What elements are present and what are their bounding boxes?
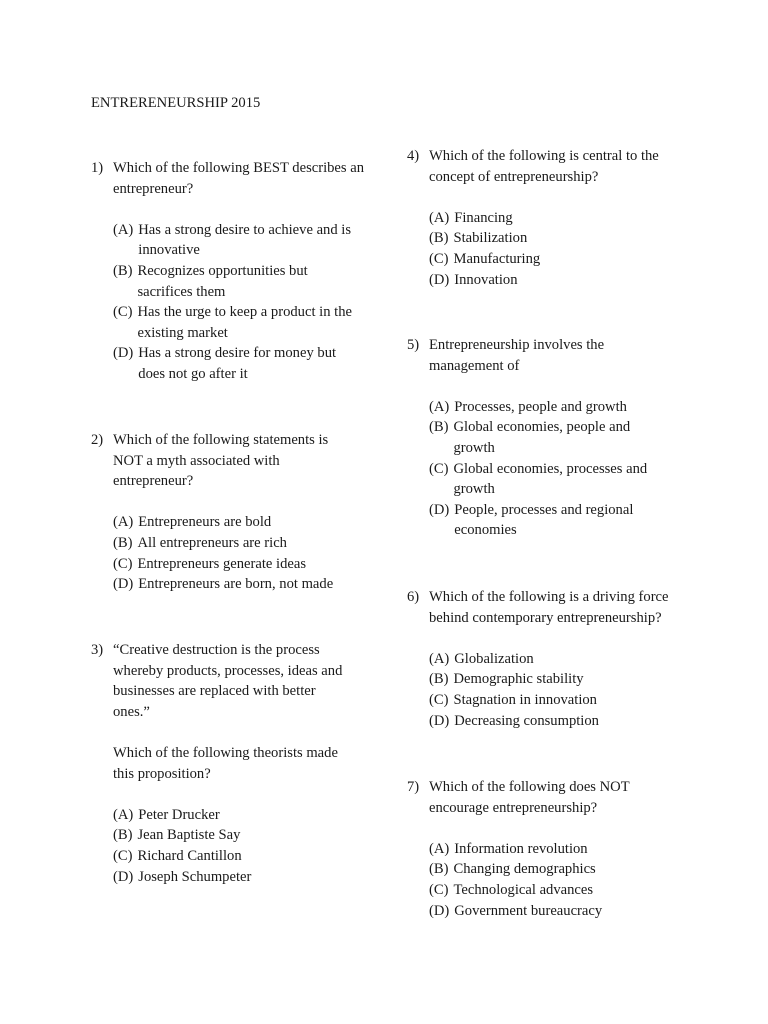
option-list (113, 220, 366, 385)
option-d[interactable] (429, 270, 677, 291)
question-stem: Which of the following theorists made this proposition? (113, 744, 338, 782)
question-stem: Which of the following is a driving force behind contemporary entrepreneurship? (429, 589, 669, 626)
option-text: People, processes and regional economies (454, 501, 634, 539)
option-text: Global economies, people and growth (453, 419, 631, 456)
option-text: Manufacturing (453, 250, 541, 267)
option-d[interactable] (113, 343, 366, 384)
option-text: Entrepreneurs are bold (138, 514, 272, 531)
question-number: 5) (407, 337, 420, 353)
option-d[interactable] (429, 711, 677, 732)
option-text: Stagnation in innovation (453, 691, 597, 708)
question-stem: Which of the following does NOT encourage entrepreneurship? (429, 779, 630, 816)
question-stem: Which of the following statements is NOT a myth associated with entrepreneur? (113, 432, 329, 490)
option-letter: (A) (429, 209, 450, 226)
option-letter: (D) (429, 501, 450, 518)
question-text (113, 640, 366, 784)
option-letter: (A) (429, 840, 450, 857)
option-text: Joseph Schumpeter (138, 868, 252, 885)
question-number: 6) (407, 589, 420, 605)
option-text: Has a strong desire for money but does not go after it (138, 345, 337, 382)
question-1 (91, 158, 366, 385)
option-b[interactable] (113, 825, 366, 846)
option-b[interactable] (429, 228, 677, 249)
option-text: Stabilization (453, 230, 528, 247)
option-letter: (A) (113, 806, 134, 823)
option-letter-selected: (A) (429, 649, 454, 670)
option-list (113, 805, 366, 887)
option-a[interactable] (429, 397, 649, 418)
option-a[interactable] (113, 512, 366, 533)
option-text: All entrepreneurs are rich (137, 534, 287, 551)
option-letter-selected: (A) (429, 397, 454, 418)
option-letter: (C) (429, 250, 449, 267)
option-text: Information revolution (454, 840, 588, 857)
option-text: Global economies, processes and growth (453, 460, 648, 498)
option-c[interactable] (429, 249, 677, 270)
option-a[interactable] (429, 649, 677, 670)
question-text (429, 146, 677, 187)
option-letter: (C) (429, 881, 449, 898)
option-text: Globalization (454, 650, 534, 667)
question-text (429, 335, 677, 376)
option-text: Has a strong desire to achieve and is innovative (138, 221, 352, 259)
option-c[interactable] (429, 459, 649, 500)
option-letter: (A) (113, 514, 134, 531)
option-text: Has the urge to keep a product in the existing market (137, 304, 352, 341)
option-b[interactable] (429, 669, 677, 690)
option-b[interactable] (113, 261, 366, 302)
option-letter: (B) (113, 262, 133, 279)
option-text: Peter Drucker (138, 806, 220, 823)
option-text: Changing demographics (453, 861, 596, 878)
option-text: Recognizes opportunities but sacrifices them (137, 262, 308, 300)
option-list (429, 397, 677, 541)
option-text: Processes, people and growth (454, 398, 627, 415)
question-stem: Which of the following BEST describes an entrepreneur? (113, 160, 365, 197)
question-number: 3) (91, 642, 104, 658)
option-letter: (B) (429, 671, 449, 688)
question-4 (407, 146, 677, 290)
option-letter-selected: (A) (113, 220, 138, 241)
option-list (429, 839, 677, 921)
question-7 (407, 777, 677, 921)
option-a[interactable] (113, 805, 366, 826)
option-b[interactable] (429, 417, 649, 458)
option-letter: (B) (429, 861, 449, 878)
option-d[interactable] (429, 500, 649, 541)
option-letter: (B) (429, 230, 449, 247)
question-2 (91, 430, 366, 595)
question-3 (91, 640, 366, 887)
option-letter-selected: (C) (113, 554, 137, 575)
question-stem: Entrepreneurship involves the management of (429, 337, 605, 374)
question-text (429, 777, 677, 818)
option-text: Jean Baptiste Say (137, 827, 241, 844)
option-a[interactable] (429, 208, 677, 229)
option-d[interactable] (113, 574, 366, 595)
option-text: Entrepreneurs generate ideas (137, 555, 307, 572)
option-letter: (D) (113, 345, 134, 362)
option-c[interactable] (429, 690, 677, 711)
question-text (113, 430, 366, 492)
option-d[interactable] (429, 901, 677, 922)
option-text: Technological advances (453, 881, 594, 898)
option-letter: (D) (113, 576, 134, 593)
question-number: 1) (91, 160, 104, 176)
question-stem: Which of the following is central to the concept of entrepreneurship? (429, 148, 659, 185)
option-letter: (C) (429, 691, 449, 708)
option-letter: (C) (113, 304, 133, 321)
option-text: Demographic stability (453, 671, 584, 688)
question-number: 4) (407, 148, 420, 164)
option-letter: (B) (429, 419, 449, 436)
question-quote: “Creative destruction is the process whereby products, processes, ideas and businesses are replaced with better ones.” (113, 642, 343, 720)
question-text (429, 587, 677, 628)
option-text: Richard Cantillon (137, 847, 242, 864)
option-a[interactable] (113, 220, 366, 261)
option-text: Innovation (454, 271, 518, 288)
option-letter: (B) (113, 827, 133, 844)
question-6 (407, 587, 677, 731)
option-letter: (C) (429, 460, 449, 477)
document-title: ENTRERENEURSHIP 2015 (91, 95, 261, 111)
option-b[interactable] (113, 533, 366, 554)
option-list (113, 512, 366, 594)
option-letter-selected: (D) (429, 270, 454, 291)
option-text: Financing (454, 209, 513, 226)
option-list (429, 208, 677, 290)
option-c[interactable] (113, 846, 366, 867)
option-a[interactable] (429, 839, 677, 860)
option-text: Decreasing consumption (454, 712, 599, 729)
option-d[interactable] (113, 867, 366, 888)
option-letter: (C) (113, 847, 133, 864)
option-c[interactable] (113, 554, 366, 575)
question-number: 2) (91, 432, 104, 448)
option-text: Entrepreneurs are born, not made (138, 576, 334, 593)
question-number: 7) (407, 779, 420, 795)
option-letter: (B) (113, 534, 133, 551)
question-5 (407, 335, 677, 541)
option-letter: (D) (429, 712, 450, 729)
option-b[interactable] (429, 859, 677, 880)
option-c[interactable] (429, 880, 677, 901)
question-text (113, 158, 366, 199)
option-letter-selected: (D) (113, 867, 138, 888)
option-text: Government bureaucracy (454, 902, 603, 919)
option-letter-selected: (D) (429, 901, 454, 922)
option-list (429, 649, 677, 731)
option-c[interactable] (113, 302, 366, 343)
